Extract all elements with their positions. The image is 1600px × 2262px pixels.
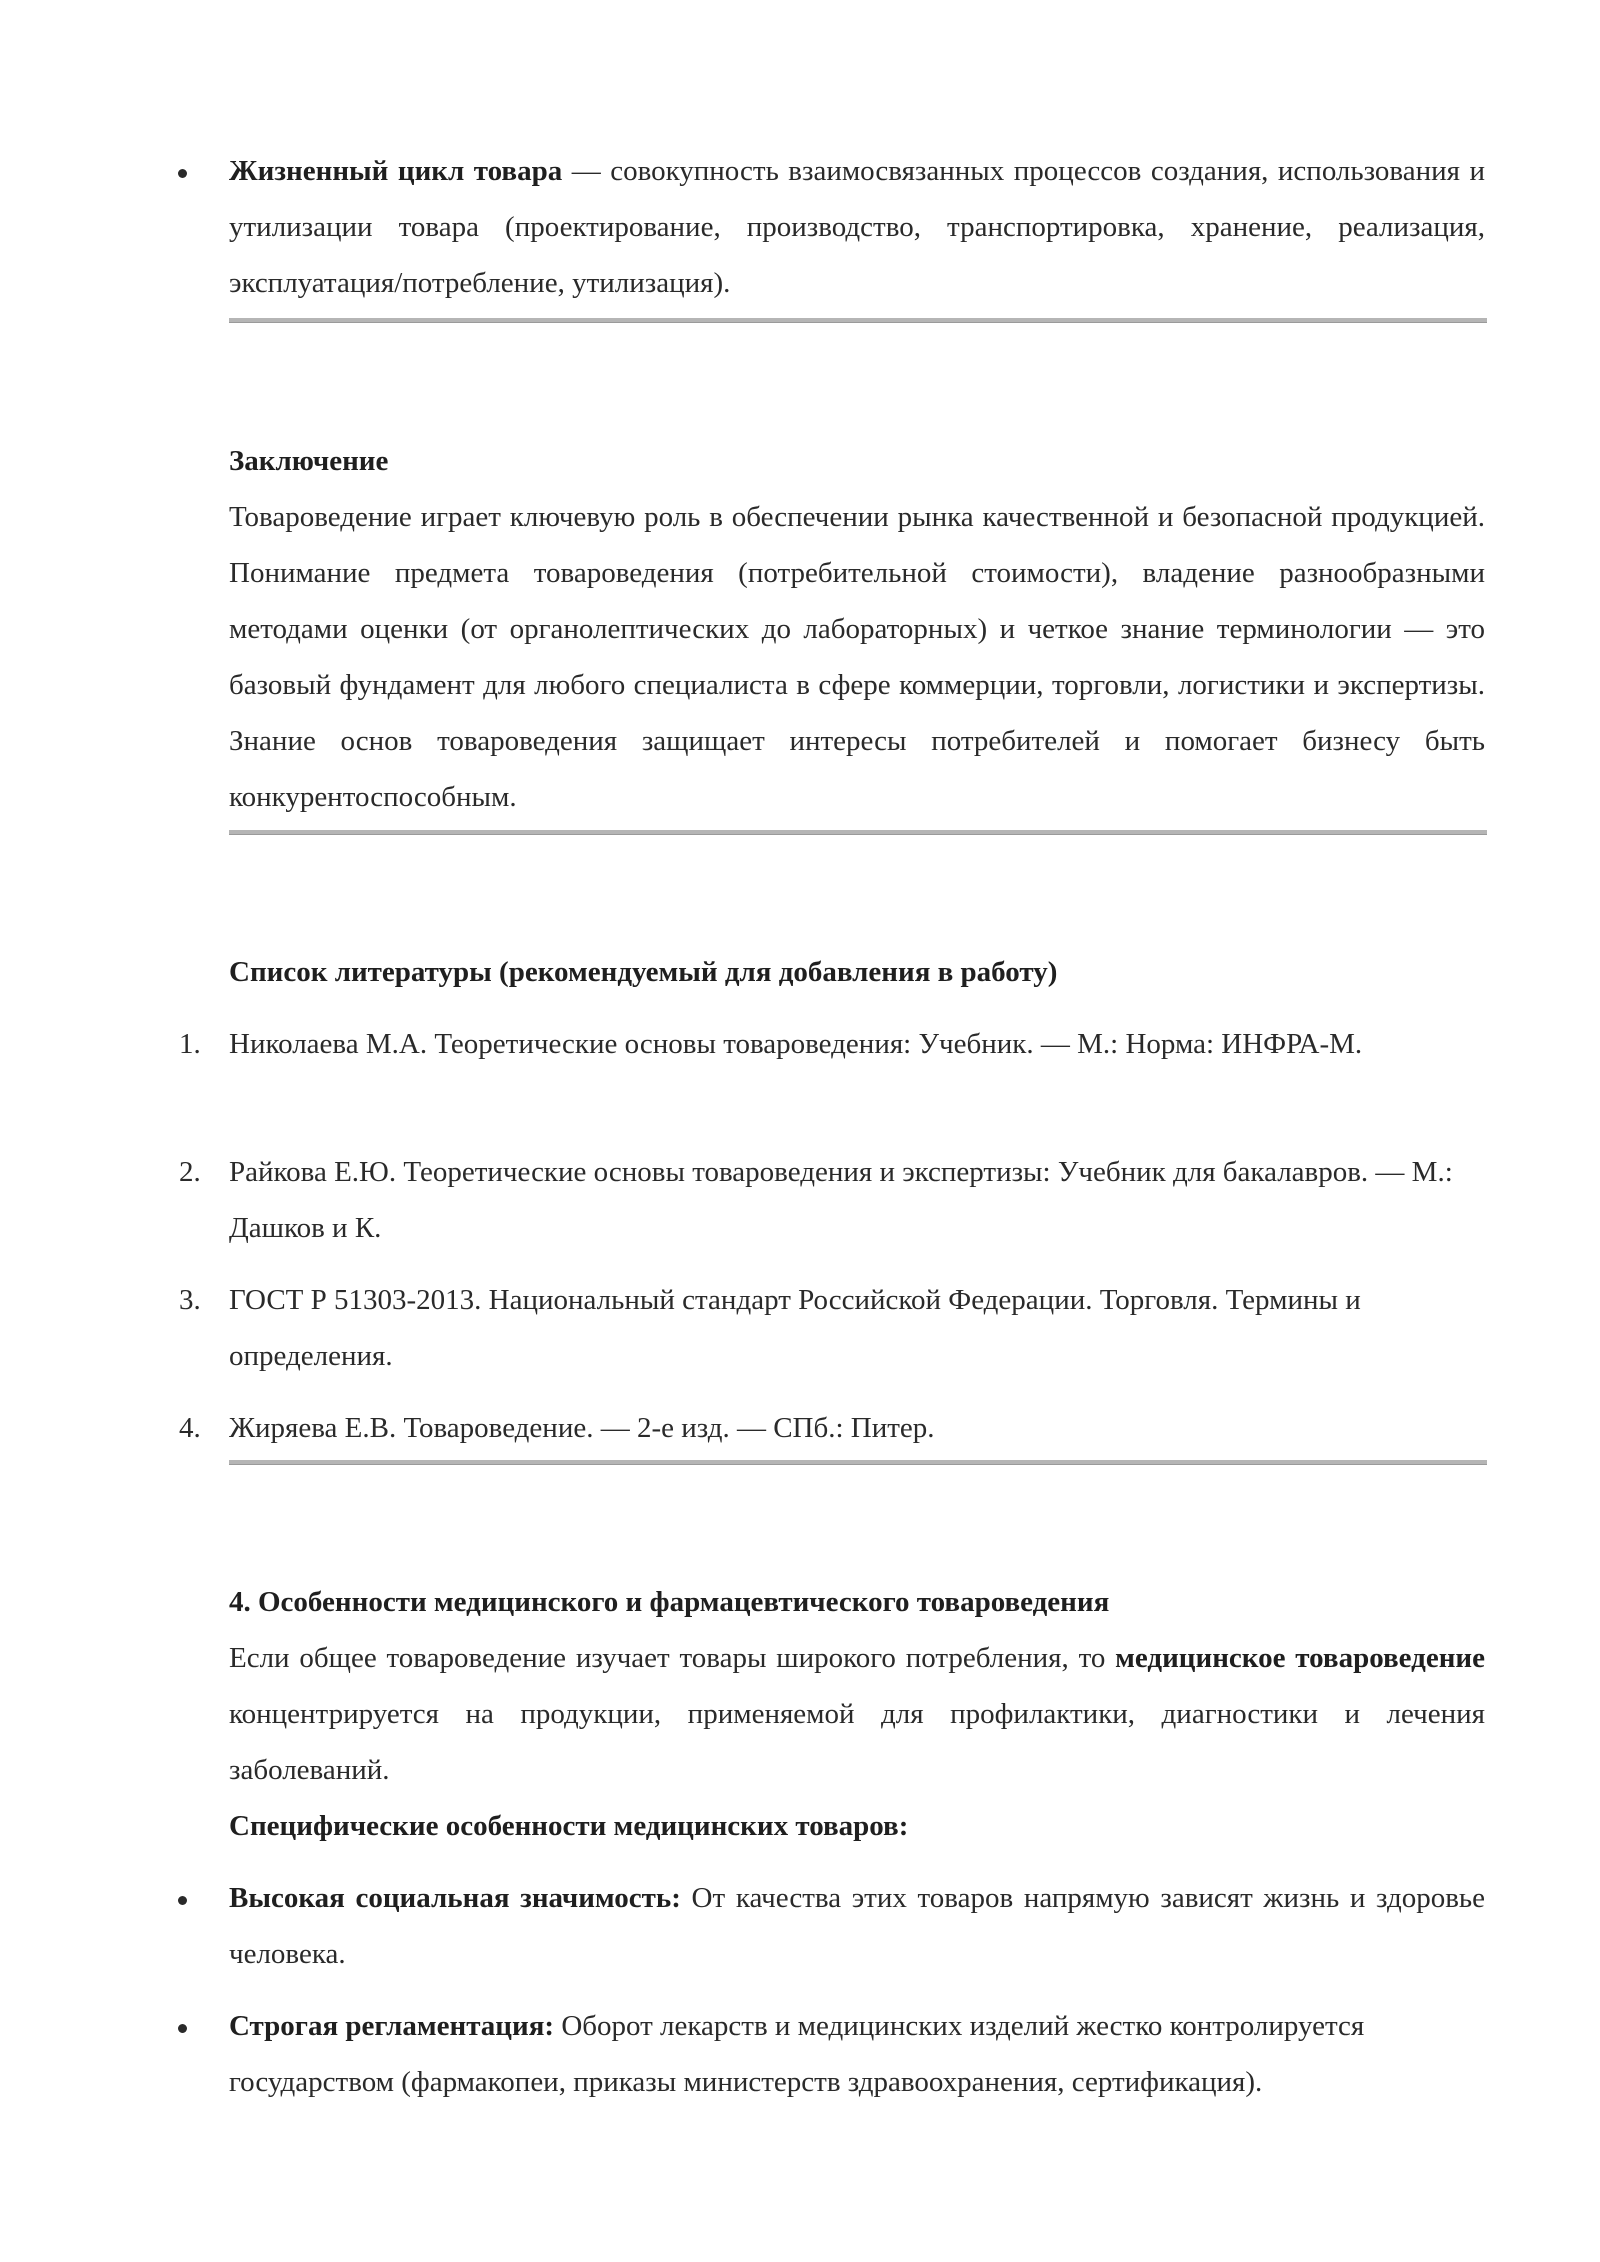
- reference-number: 1.: [179, 1028, 201, 1060]
- reference-number: 4.: [179, 1412, 201, 1444]
- reference-item: [179, 1016, 1485, 1072]
- reference-text: Жиряева Е.В. Товароведение. — 2-е изд. — СПб.: Питер.: [229, 1412, 935, 1444]
- section-4-intro: [229, 1630, 1485, 1798]
- lifecycle-definition: — совокупность взаимосвязанных процессов создания, использования и утилизации товара (проектирование, производство, транспортировка, хранение, реализация, эксплуатация/потребление, утилизация).: [229, 155, 1485, 299]
- reference-number: 3.: [179, 1284, 201, 1316]
- feature-text: От качества этих товаров напрямую зависят жизнь и здоровье человека.: [229, 1882, 1485, 1970]
- bullet-icon: [178, 169, 187, 178]
- feature-term: Высокая социальная значимость:: [229, 1882, 681, 1914]
- feature-list-item: [229, 1870, 1485, 1982]
- section-4-subheading: Специфические особенности медицинских товаров:: [229, 1810, 909, 1842]
- intro-text-end: концентрируется на продукции, применяемой для профилактики, диагностики и лечения заболеваний.: [229, 1698, 1485, 1786]
- references-heading: Список литературы (рекомендуемый для добавления в работу): [229, 956, 1058, 988]
- conclusion-heading: Заключение: [229, 445, 389, 477]
- reference-number: 2.: [179, 1156, 201, 1188]
- reference-item: [179, 1400, 1485, 1456]
- intro-text-start: Если общее товароведение изучает товары широкого потребления, то: [229, 1642, 1116, 1674]
- feature-text: Оборот лекарств и медицинских изделий жестко контролируется государством (фармакопеи, приказы министерств здравоохранения, сертификация).: [229, 2010, 1365, 2098]
- reference-item: [179, 1272, 1485, 1384]
- conclusion-paragraph: Товароведение играет ключевую роль в обеспечении рынка качественной и безопасной продукцией. Понимание предмета товароведения (потребительной стоимости), владение разнообразными методами оценки (от органолептических до лабораторных) и четкое знание терминологии — это базовый фундамент для любого специалиста в сфере коммерции, торговли, логистики и экспертизы. Знание основ товароведения защищает интересы потребителей и помогает бизнесу быть конкурентоспособным.: [229, 501, 1485, 813]
- reference-item: [179, 1144, 1509, 1256]
- reference-text: Николаева М.А. Теоретические основы товароведения: Учебник. — М.: Норма: ИНФРА-М.: [229, 1028, 1363, 1060]
- bullet-icon: [178, 2024, 187, 2033]
- divider: [229, 1460, 1487, 1465]
- reference-text: ГОСТ Р 51303-2013. Национальный стандарт Российской Федерации. Торговля. Термины и определения.: [229, 1284, 1361, 1372]
- feature-term: Строгая регламентация:: [229, 2010, 555, 2042]
- lifecycle-list-item: [229, 143, 1485, 311]
- bullet-icon: [178, 1896, 187, 1905]
- lifecycle-term: Жизненный цикл товара: [229, 155, 563, 187]
- divider: [229, 318, 1487, 323]
- divider: [229, 830, 1487, 835]
- conclusion-section: [229, 433, 1485, 825]
- reference-text: Райкова Е.Ю. Теоретические основы товароведения и экспертизы: Учебник для бакалавров. — М.: Дашков и К.: [229, 1156, 1453, 1244]
- feature-list-item: [229, 1998, 1509, 2110]
- section-4: [229, 1574, 1485, 1854]
- section-4-heading: 4. Особенности медицинского и фармацевтического товароведения: [229, 1586, 1110, 1618]
- intro-bold-term: медицинское товароведение: [1115, 1642, 1485, 1674]
